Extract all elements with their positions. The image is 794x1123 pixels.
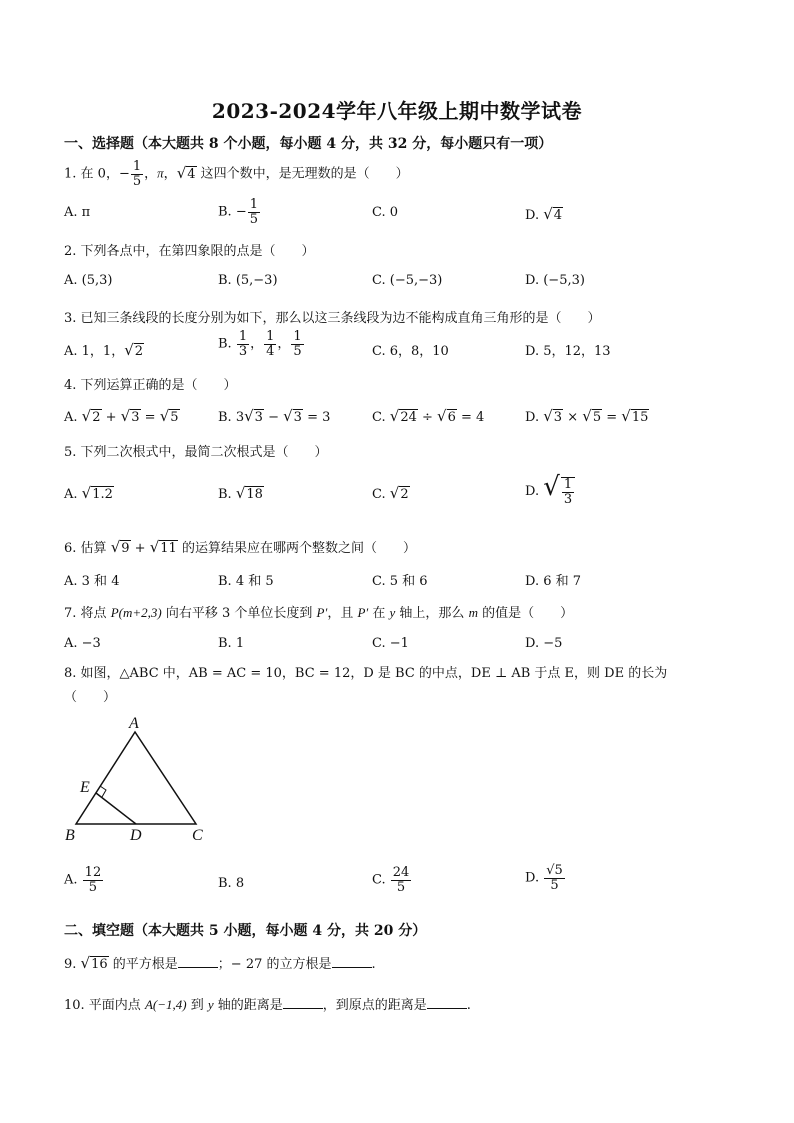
q2-option-b: B. (5,−3) [218, 273, 278, 288]
fraction: $\frac{1}{5}$ [132, 159, 142, 189]
q5-option-d: D. √ $\frac{1}{3}$ [525, 472, 576, 506]
q8-option-a: A. $\frac{12}{5}$ [64, 865, 102, 895]
right-angle-mark [100, 786, 106, 797]
q3-option-b: B. $\frac{1}{3}$ ， $\frac{1}{4}$ ， $\frac{1}{5}$ [218, 329, 302, 359]
q1-option-d: D. √4 [525, 205, 563, 223]
question-1: 1. 在 0，− $\frac{1}{5}$ ，π，√4 这四个数中，是无理数的是（ ） [64, 159, 409, 189]
q7-option-a: A. −3 [64, 636, 101, 651]
q6-option-b: B. 4 和 5 [218, 574, 274, 589]
q7-option-b: B. 1 [218, 636, 245, 651]
question-5: 5. 下列二次根式中，最简二次根式是（ ） [64, 445, 328, 460]
q6-option-a: A. 3 和 4 [64, 574, 120, 589]
q8-option-c: C. $\frac{24}{5}$ [372, 865, 410, 895]
q3-option-a: A. 1，1，√2 [64, 341, 144, 359]
q7-option-d: D. −5 [525, 636, 563, 651]
question-7: 7. 将点 P(m+2,3) 向右平移 3 个单位长度到 P′，且 P′ 在 y 轴上，那么 m 的值是（ ） [64, 605, 574, 621]
q7-option-c: C. −1 [372, 636, 409, 651]
q1-option-c: C. 0 [372, 205, 399, 220]
page-title: 2023-2024学年八年级上期中数学试卷 [211, 99, 583, 123]
q4-option-b: B. 3√3 − √3 = 3 [218, 407, 331, 425]
q5-option-b: B. √18 [218, 484, 263, 502]
q3-option-c: C. 6，8，10 [372, 344, 449, 359]
question-8: 8. 如图，△ABC 中，AB = AC = 10，BC = 12，D 是 BC 的中点，DE ⊥ AB 于点 E，则 DE 的长为 [64, 666, 668, 681]
q2-option-c: C. (−5,−3) [372, 273, 443, 288]
q6-option-d: D. 6 和 7 [525, 574, 582, 589]
triangle-figure [60, 710, 220, 850]
label-d: D [130, 827, 142, 844]
section-heading-fill: 二、填空题（本大题共 5 小题，每小题 4 分，共 20 分） [64, 923, 427, 939]
q1-option-a: A. π [64, 205, 91, 220]
label-c: C [192, 827, 203, 844]
question-6: 6. 估算 √9 + √11 的运算结果应在哪两个整数之间（ ） [64, 538, 416, 556]
sqrt-expr: √4 [176, 163, 196, 182]
question-10: 10. 平面内点 A(−1,4) 到 y 轴的距离是 ，到原点的距离是 . [64, 997, 471, 1013]
q4-option-c: C. √24 ÷ √6 = 4 [372, 407, 485, 425]
q3-option-d: D. 5，12，13 [525, 344, 611, 359]
q4-option-a: A. √2 + √3 = √5 [64, 407, 179, 425]
answer-blank[interactable] [283, 996, 323, 1009]
triangle-abc [76, 732, 196, 824]
q5-option-c: C. √2 [372, 484, 409, 502]
q2-option-d: D. (−5,3) [525, 273, 585, 288]
answer-blank[interactable] [332, 955, 372, 968]
segment-de [96, 793, 136, 824]
label-a: A [129, 715, 139, 732]
question-3: 3. 已知三条线段的长度分别为如下，那么以这三条线段为边不能构成直角三角形的是（ ） [64, 311, 601, 326]
question-8-paren: （ ） [64, 690, 117, 705]
question-4: 4. 下列运算正确的是（ ） [64, 378, 237, 393]
q1-option-b: B. − $\frac{1}{5}$ [218, 197, 258, 227]
q2-option-a: A. (5,3) [64, 273, 113, 288]
q8-option-d: D. $\frac{√5}{5}$ [525, 863, 563, 893]
q8-option-b: B. 8 [218, 876, 245, 891]
q4-option-d: D. √3 × √5 = √15 [525, 407, 649, 425]
answer-blank[interactable] [427, 996, 467, 1009]
question-2: 2. 下列各点中，在第四象限的点是（ ） [64, 244, 315, 259]
question-9: 9. √16 的平方根是 ；− 27 的立方根是 . [64, 954, 376, 972]
answer-blank[interactable] [178, 955, 218, 968]
section-heading-choice: 一、选择题（本大题共 8 个小题，每小题 4 分，共 32 分，每小题只有一项） [64, 136, 553, 152]
q5-option-a: A. √1.2 [64, 484, 113, 502]
label-e: E [80, 779, 90, 796]
label-b: B [65, 827, 75, 844]
q6-option-c: C. 5 和 6 [372, 574, 428, 589]
